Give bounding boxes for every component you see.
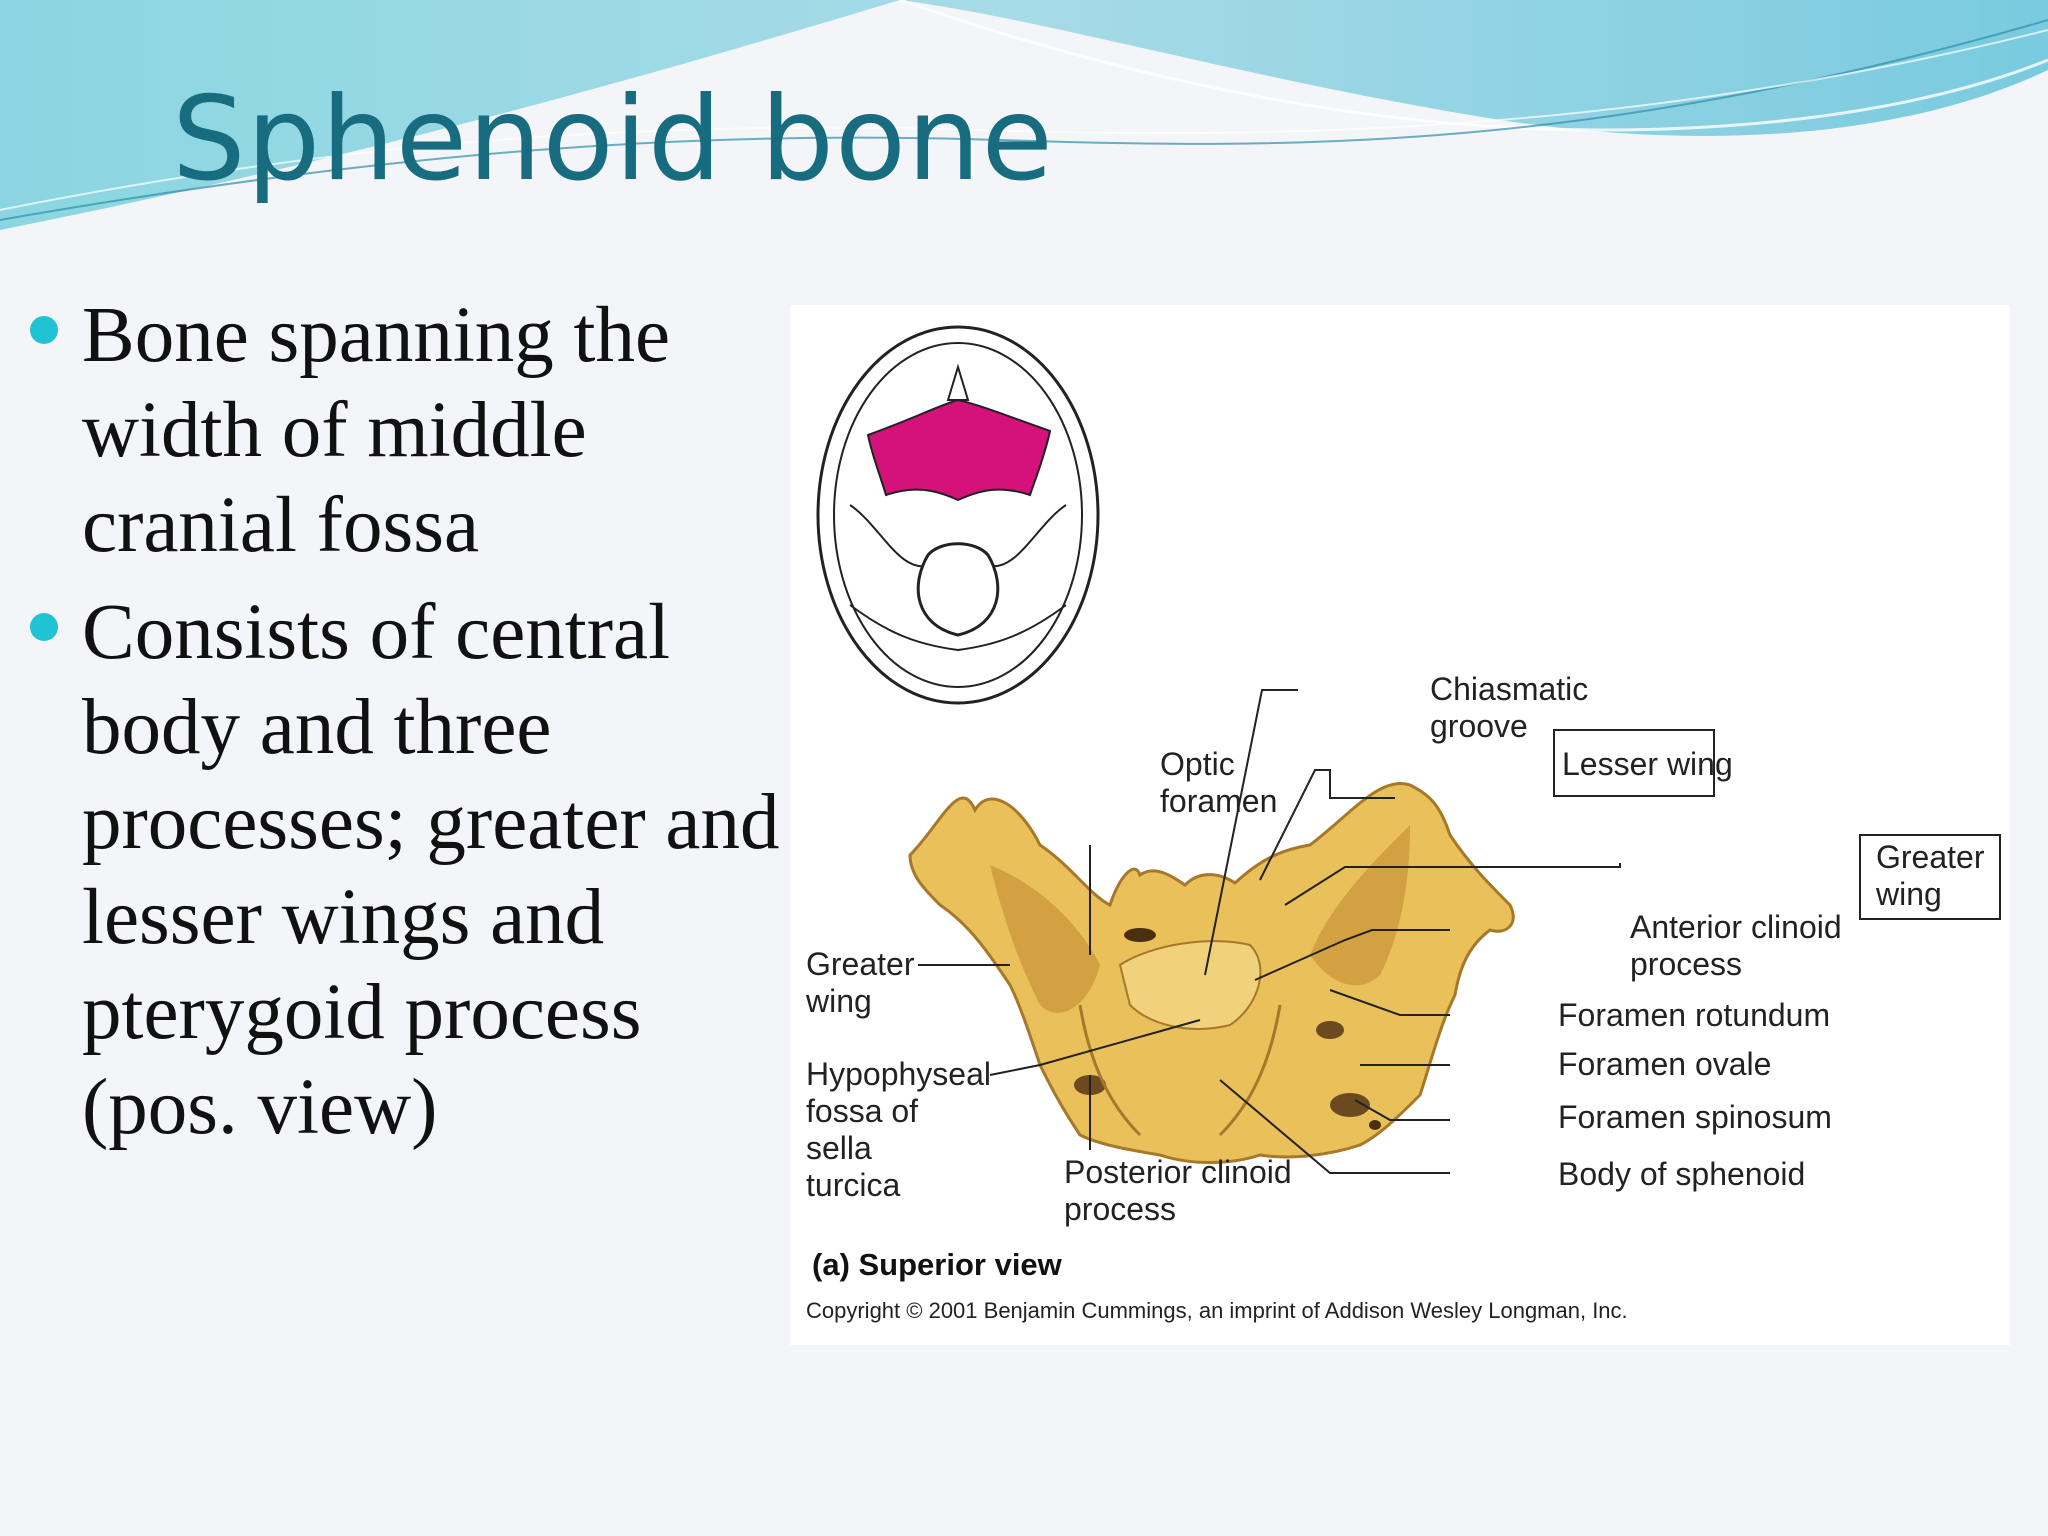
label-anterior-clinoid-process: Anterior clinoid — [1630, 909, 1842, 945]
bullet-text: Consists of central body and three processes; greater and lesser wings and pterygoid process (pos. view) — [82, 589, 780, 1151]
bullet-item — [22, 288, 782, 573]
label-posterior-clinoid-process: Posterior clinoid — [1064, 1154, 1292, 1190]
figure-caption: (a) Superior view — [812, 1247, 1062, 1282]
label-hypophyseal-fossa-line3: sella — [806, 1130, 872, 1166]
bullet-item — [22, 585, 782, 1155]
label-chiasmatic-groove-line2: groove — [1430, 708, 1528, 744]
label-lesser-wing: Lesser wing — [1562, 746, 1733, 782]
label-chiasmatic-groove: Chiasmatic — [1430, 671, 1589, 707]
sphenoid-bone-illustration — [910, 783, 1513, 1162]
skull-thumbnail-image — [818, 327, 1098, 703]
label-greater-wing-left: Greater — [806, 946, 915, 982]
label-greater-wing-right: Greater — [1876, 839, 1985, 875]
label-optic-foramen-line2: foramen — [1160, 783, 1278, 819]
bullet-text: Bone spanning the width of middle cranial fossa — [82, 292, 671, 569]
bullet-dot-icon — [30, 613, 58, 641]
bullet-dot-icon — [30, 316, 58, 344]
label-hypophyseal-fossa-line2: fossa of — [806, 1093, 919, 1129]
label-posterior-clinoid-process-line2: process — [1064, 1191, 1177, 1227]
label-foramen-ovale: Foramen ovale — [1558, 1046, 1772, 1082]
figure-copyright: Copyright © 2001 Benjamin Cummings, an imprint of Addison Wesley Longman, Inc. — [806, 1298, 1628, 1323]
label-hypophyseal-fossa-line4: turcica — [806, 1167, 901, 1203]
bullet-list — [22, 288, 782, 1167]
label-greater-wing-right-line2: wing — [1876, 876, 1942, 912]
label-hypophyseal-fossa: Hypophyseal — [806, 1056, 991, 1092]
label-body-of-sphenoid: Body of sphenoid — [1558, 1156, 1806, 1192]
label-foramen-rotundum: Foramen rotundum — [1558, 997, 1831, 1033]
label-foramen-spinosum: Foramen spinosum — [1558, 1099, 1832, 1135]
label-optic-foramen: Optic — [1160, 746, 1235, 782]
label-greater-wing-left-line2: wing — [806, 983, 872, 1019]
slide-title: Sphenoid bone — [172, 72, 1054, 207]
anatomy-figure — [790, 305, 2010, 1345]
label-anterior-clinoid-process-line2: process — [1630, 946, 1743, 982]
